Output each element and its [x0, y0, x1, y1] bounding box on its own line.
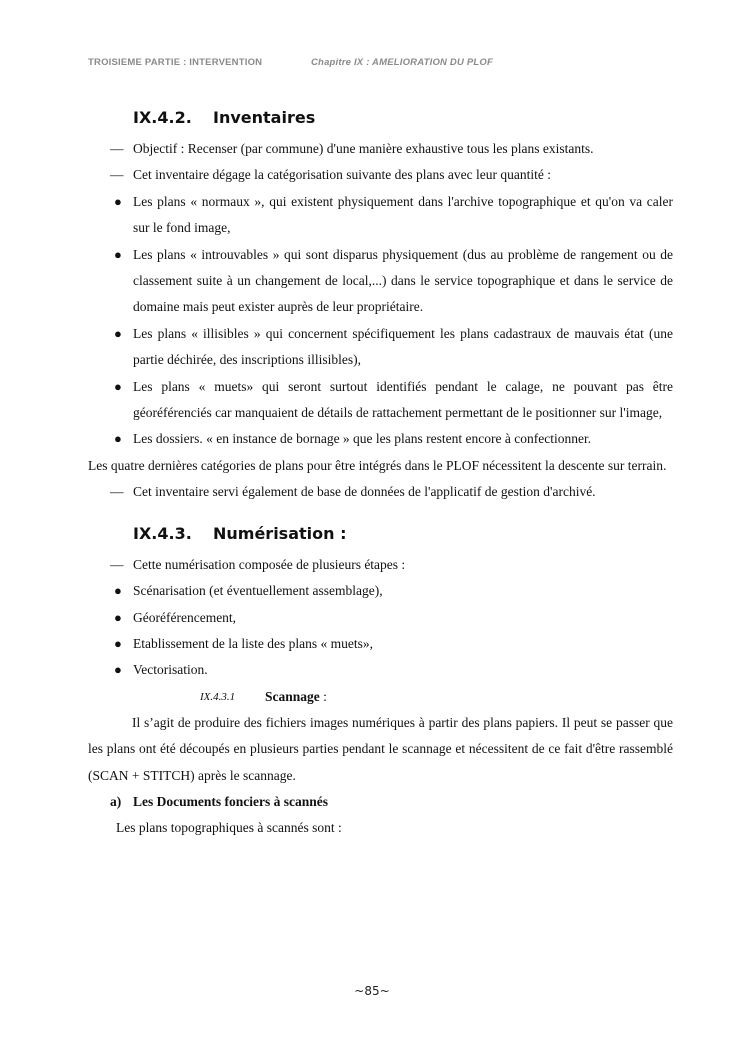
bullet-item-text: Les plans « normaux », qui existent physiquement dans l'archive topographique et qu'on va caler sur le fond image,: [133, 193, 673, 236]
dash-item-text: Cette numérisation composée de plusieurs étapes :: [133, 556, 406, 572]
section-number: IX.4.2.: [133, 108, 192, 127]
section-heading-numerisation: [88, 520, 673, 548]
alpha-heading: [88, 789, 673, 815]
paragraph-scannage: Il s’agit de produire des fichiers images numériques à partir des plans papiers. Il peut se passer que les plans ont été découpés en plusieurs parties pendant le scannage et nécessitent de ce fait d'être rassemblé (SCAN + STITCH) après le scannage.: [88, 714, 673, 783]
dash-item-text: Objectif : Recenser (par commune) d'une manière exhaustive tous les plans existants.: [133, 141, 594, 156]
section-title: Numérisation :: [213, 523, 347, 543]
bullet-icon: ●: [114, 583, 122, 599]
closing-line: Les plans topographiques à scannés sont :: [116, 820, 342, 836]
header-part-title: TROISIEME PARTIE : INTERVENTION: [88, 57, 263, 68]
bullet-list-item: [88, 321, 673, 374]
bullet-icon: ●: [114, 193, 122, 209]
dash-marker: —: [110, 556, 124, 572]
bullet-item-text: Etablissement de la liste des plans « muets»,: [133, 635, 373, 651]
dash-marker: —: [110, 484, 124, 500]
subsection-title: [265, 684, 327, 710]
section-heading-inventaires: [88, 104, 673, 132]
bullet-icon: ●: [114, 378, 122, 394]
bullet-item-text: Les dossiers. « en instance de bornage » que les plans restent encore à confectionner.: [133, 431, 592, 447]
bullet-icon: ●: [114, 609, 122, 625]
section-number: IX.4.3.: [133, 523, 192, 543]
dash-list-item: [88, 479, 673, 505]
bullet-list-item: [88, 578, 673, 604]
bullet-list-item: [88, 631, 673, 657]
bullet-list-item: [88, 374, 673, 427]
subsection-title-text: Scannage: [265, 688, 320, 704]
dash-list-item: [88, 136, 673, 162]
dash-marker: —: [110, 141, 124, 156]
alpha-label: a): [110, 793, 122, 809]
bullet-item-text: Géoréférencement,: [133, 609, 237, 625]
bullet-list-item: [88, 657, 673, 683]
dash-marker: —: [110, 167, 124, 183]
subsection-number: IX.4.3.1: [200, 690, 236, 703]
section-title: Inventaires: [213, 108, 316, 127]
bullet-list-item: [88, 426, 673, 452]
bullet-item-text: Les plans « illisibles » qui concernent spécifiquement les plans cadastraux de mauvais état (une partie déchirée, des inscriptions illisibles),: [133, 325, 673, 368]
bullet-item-text: Vectorisation.: [133, 662, 208, 678]
subsection-heading-scannage: [88, 684, 673, 710]
bullet-list-item: [88, 189, 673, 242]
bullet-list-item: [88, 605, 673, 631]
bullet-item-text: Les plans « introuvables » qui sont disparus physiquement (dus au problème de rangement ou de classement suite à un changement de local,...) dans le service topographique et dans le service de domaine mais peut exister auprès de leur propriétaire.: [133, 246, 673, 315]
paragraph-categories: Les quatre dernières catégories de plans pour être intégrés dans le PLOF nécessitent la descente sur terrain.: [88, 457, 667, 473]
bullet-icon: ●: [114, 246, 122, 262]
bullet-icon: ●: [114, 662, 122, 678]
bullet-icon: ●: [114, 635, 122, 651]
bullet-icon: ●: [114, 431, 122, 447]
alpha-title: Les Documents fonciers à scannés: [133, 793, 328, 809]
bullet-item-text: Scénarisation (et éventuellement assemblage),: [133, 583, 383, 599]
subsection-title-colon: :: [319, 688, 327, 704]
page-body: [88, 104, 673, 842]
dash-list-item: [88, 162, 673, 188]
dash-list-item: [88, 552, 673, 578]
bullet-icon: ●: [114, 325, 122, 341]
dash-item-text: Cet inventaire dégage la catégorisation suivante des plans avec leur quantité :: [133, 167, 551, 183]
bullet-item-text: Les plans « muets» qui seront surtout identifiés pendant le calage, ne pouvant pas être géoréférenciés car manquaient de détails de rattachement permettant de le positionner sur l'image,: [133, 378, 673, 421]
header-chapter-title: Chapitre IX : AMELIORATION DU PLOF: [311, 57, 494, 68]
page-number: ~85~: [354, 984, 390, 998]
bullet-list-item: [88, 242, 673, 321]
dash-item-text: Cet inventaire servi également de base de données de l'applicatif de gestion d'archivé.: [133, 484, 596, 500]
